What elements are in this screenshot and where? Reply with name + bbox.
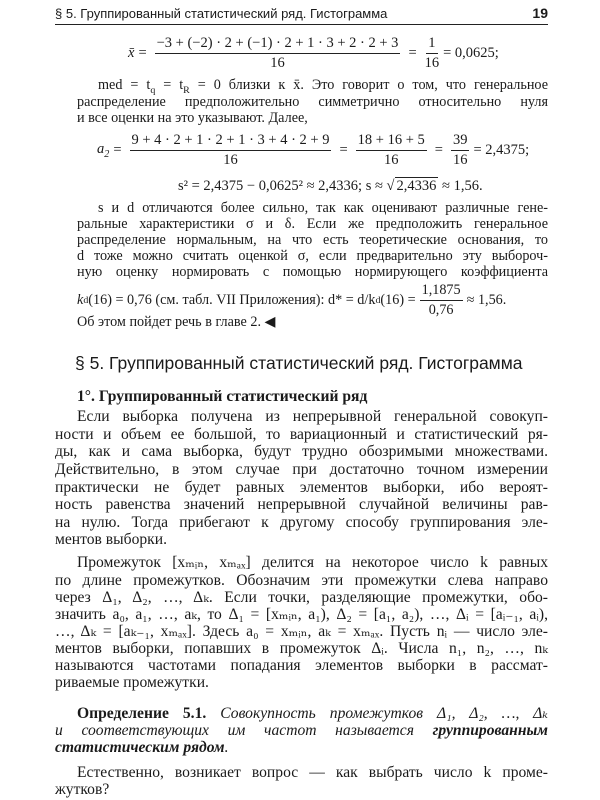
text-fragment: = 0 близки к x̄. Это говорит о том, что генеральное (189, 77, 548, 93)
header-rule (55, 24, 548, 25)
text-line: ность равенства значений непрерывной случайной величины рав- (55, 496, 548, 513)
numerator: 39 (451, 132, 470, 151)
running-header (55, 3, 548, 23)
text-line: распределение предположительно симметрично относительно нуля (77, 94, 548, 110)
numerator: −3 + (−2) · 2 + (−1) · 2 + 1 · 3 + 2 · 2 + 3 (155, 35, 401, 54)
text-line: на нулю. Тогда прибегают к другому способу группирования эле- (55, 514, 548, 531)
section-title: § 5. Группированный статистический ряд. Гистограмма (75, 353, 523, 373)
formula-lhs: $a_2$ (97, 141, 110, 160)
text-line: ментов выборки, попавших в промежуток Δᵢ. Числа n₁, n₂, …, nₖ (55, 640, 548, 657)
subscript: d (375, 295, 381, 306)
fraction (356, 132, 427, 169)
text-line: ности и объем ее большой, то вариационный и статистический ря- (55, 426, 548, 443)
text-line: Об этом пойдет речь в главе 2. ◀ (77, 314, 276, 330)
subsection-title: 1°. Группированный статистический ряд (77, 388, 368, 405)
text-line: ральные характеристики σ и δ. Если же предположить генеральное (77, 216, 548, 232)
formula-a2: $a_2$ = $\frac{9 + 4 \cdot 2 + 1 \cdot 2 + 1 \cdot 3 + 4 \cdot 2 + 9}{16}$ = $\frac{18 + 16 + 5}{16}$ = $\frac{39}{16}$ = 2,4375; (97, 132, 530, 168)
denominator: 0,76 (428, 302, 454, 318)
text-line: риваемые промежутки. (55, 674, 209, 691)
definition-term: статистическим рядом (55, 739, 225, 756)
text-line: Естественно, возникает вопрос — как выбрать число k проме- (77, 764, 548, 781)
text-line: через Δ₁, Δ₂, …, Δₖ. Если точки, разделяющие промежутки, обо- (55, 589, 548, 606)
denominator: 16 (383, 152, 399, 168)
definition-line (77, 705, 548, 723)
formula-part: s² = 2,4375 − 0,0625² ≈ 2,4336; (178, 177, 363, 194)
text-line: ную оценку нормировать с помощью нормирующего коэффициента (77, 264, 548, 280)
text-line: Если выборка получена из непрерывной генеральной совокуп- (77, 408, 548, 425)
formula-part: ≈ 1,56. (442, 177, 483, 194)
fraction (155, 35, 401, 72)
text-line (98, 76, 548, 94)
text-fragment: (16) = (380, 292, 416, 308)
text-line: значить a₀, a₁, …, aₖ, то Δ₁ = [xₘᵢₙ, a₁), Δ₂ = [a₁, a₂), …, Δᵢ = [aᵢ₋₁, aᵢ), (55, 606, 548, 623)
definition-term: группированным (432, 722, 548, 739)
text-line: ды, как и сама выборка, будут трудно обозримыми множествами. (55, 443, 548, 460)
text-line: Промежуток [xₘᵢₙ, xₘₐₓ] делится на некоторое число k равных (77, 554, 548, 571)
fraction (425, 35, 440, 72)
denominator: 16 (223, 152, 238, 168)
subscript: d (83, 295, 89, 306)
text-line: Действительно, в этом случае при достаточно точном измерении (55, 461, 548, 478)
formula-part: s ≈ √ (365, 177, 395, 194)
definition-text: и соответствующих им частот называется (55, 722, 433, 739)
numerator: 1,1875 (420, 282, 463, 301)
numerator: 18 + 16 + 5 (356, 132, 427, 151)
denominator: 16 (452, 152, 468, 168)
text-fragment: (16) = 0,76 (см. табл. VII Приложения): d* = d/k (88, 292, 376, 308)
definition-line (55, 739, 548, 757)
text-line: s и d отличаются более сильно, так как оценивают различные гене- (98, 200, 548, 216)
fraction (130, 132, 332, 169)
formula-result: = 2,4375; (473, 142, 530, 158)
numerator: 1 (426, 35, 437, 54)
text-line: и все оценки на это указывают. Далее, (77, 110, 308, 126)
definition-text: . (224, 739, 229, 756)
text-line: называются частотами попадания элементов выборки в рассмат- (55, 657, 548, 674)
definition-text: Совокупность промежутков Δ₁, Δ₂, …, Δₖ (220, 705, 548, 722)
subscript: R (183, 84, 190, 96)
formula-variance (178, 177, 483, 195)
definition-label: Определение 5.1. (77, 705, 207, 722)
definition-line (55, 722, 548, 740)
text-line: практически не будет равных элементов выборки, ибо вероят- (55, 479, 548, 496)
text-line: …, Δₖ = [aₖ₋₁, xₘₐₓ]. Здесь a₀ = xₘᵢₙ, aₖ = xₘₐₓ. Пусть nᵢ — число эле- (55, 623, 548, 640)
formula-result: ≈ 1,56. (466, 292, 507, 308)
page-number: 19 (532, 5, 548, 21)
sqrt-radicand: 2,4336 (396, 178, 437, 194)
text-fragment: = t (155, 77, 184, 93)
formula-lhs: x̄ (128, 45, 135, 61)
text-line: по длине промежутков. Обозначим эти промежутки слева направо (55, 572, 548, 589)
running-title: § 5. Группированный статистический ряд. Гистограмма (55, 5, 388, 21)
subscript: q (150, 84, 156, 96)
text-fragment: med = t (98, 77, 151, 93)
text-fragment: k (77, 292, 84, 308)
denominator: 16 (424, 55, 440, 71)
fraction (451, 132, 470, 169)
text-line: жутков? (55, 781, 110, 798)
denominator: 16 (270, 55, 285, 71)
formula-result: = 0,0625; (443, 45, 499, 61)
text-line: ментов выборки. (55, 531, 167, 548)
text-line: d тоже можно считать оценкой σ, если предварительно эту выбороч- (77, 248, 548, 264)
text-line: распределение нормальным, на что есть теоретические основания, то (77, 232, 548, 248)
formula-mean: x̄ = $\frac{-3 + (-2) \cdot 2 + (-1) \cdot 2 + 1 \cdot 3 + 2 \cdot 2 + 3}{16}$ = $\frac{1}{16}$ = 0,0625; (128, 35, 499, 71)
numerator: 9 + 4 · 2 + 1 · 2 + 1 · 3 + 4 · 2 + 9 (130, 132, 332, 151)
